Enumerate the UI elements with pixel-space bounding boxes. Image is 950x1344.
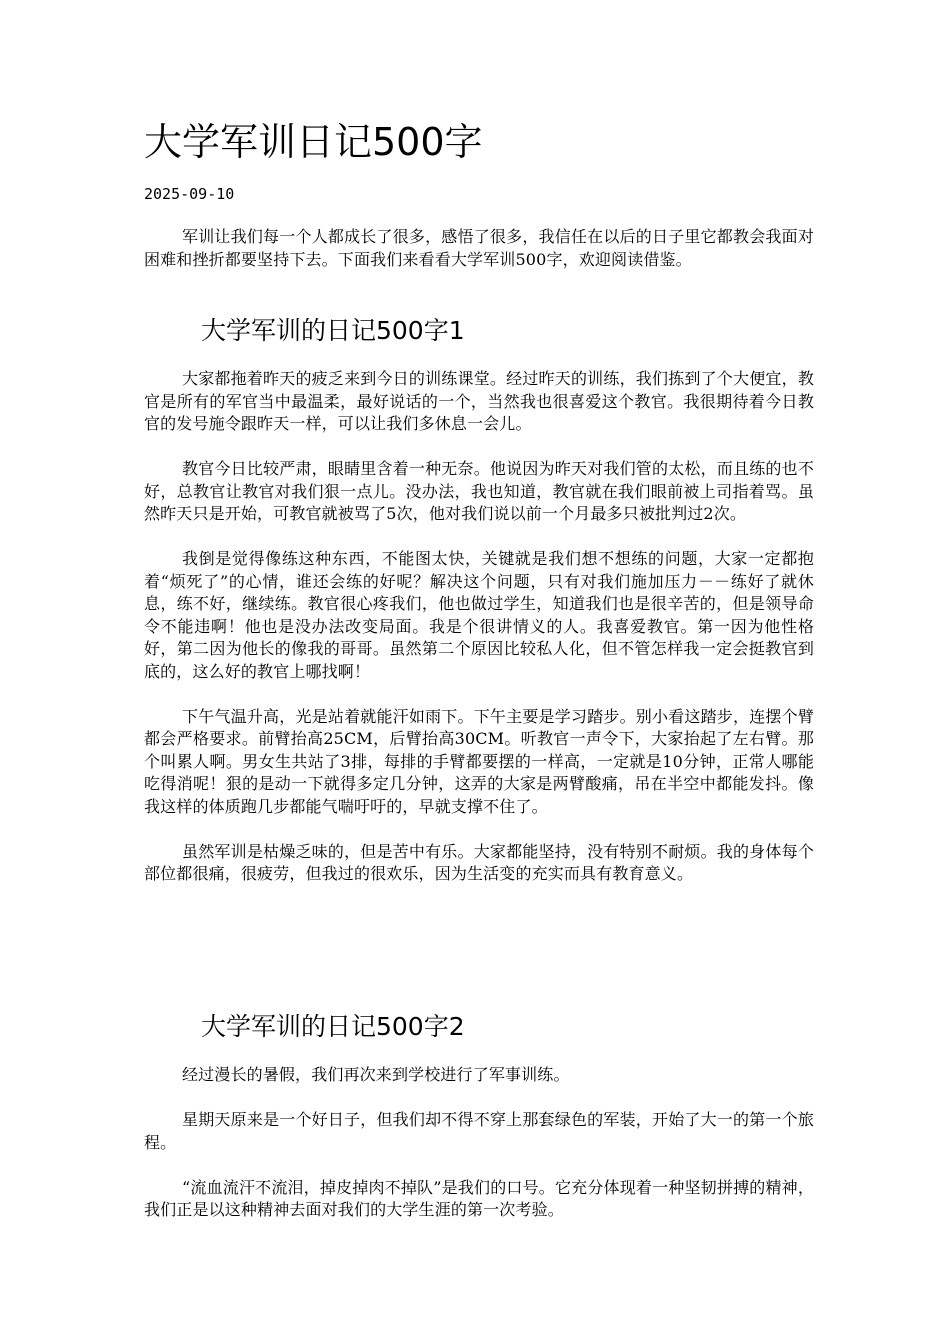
paragraph: 教官今日比较严肃，眼睛里含着一种无奈。他说因为昨天对我们管的太松，而且练的也不好，总教官让教官对我们狠一点儿。没办法，我也知道，教官就在我们眼前被上司指着骂。虽然昨天只是开始，可教官就被骂了5次，他对我们说以前一个月最多只被批判过2次。 [144, 459, 814, 523]
section-heading: 大学军训的日记500字2 [201, 1012, 465, 1041]
paragraph: “流血流汗不流泪，掉皮掉肉不掉队”是我们的口号。它充分体现着一种坚韧拼搏的精神，我们正是以这种精神去面对我们的大学生涯的第一次考验。 [144, 1177, 814, 1219]
section-2 [144, 1010, 814, 1244]
paragraph: 经过漫长的暑假，我们再次来到学校进行了军事训练。 [182, 1065, 570, 1084]
paragraph: 虽然军训是枯燥乏味的，但是苦中有乐。大家都能坚持，没有特别不耐烦。我的身体每个部位都很痛，很疲劳，但我过的很欢乐，因为生活变的充实而具有教育意义。 [144, 841, 814, 883]
document-title: 大学军训日记500字 [144, 120, 483, 164]
section-heading: 大学军训的日记500字1 [201, 316, 465, 345]
paragraph: 我倒是觉得像练这种东西，不能图太快，关键就是我们想不想练的问题，大家一定都抱着“烦死了”的心情，谁还会练的好呢？解决这个问题，只有对我们施加压力－－练好了就休息，练不好，继续练。教官很心疼我们，他也做过学生，知道我们也是很辛苦的，但是领导命令不能违啊！他也是没办法改变局面。我是个很讲情义的人。我喜爱教官。第一因为他性格好，第二因为他长的像我的哥哥。虽然第二个原因比较私人化，但不管怎样我一定会挺教官到底的，这么好的教官上哪找啊！ [144, 549, 814, 681]
intro-paragraph: 军训让我们每一个人都成长了很多，感悟了很多，我信任在以后的日子里它都教会我面对困难和挫折都要坚持下去。下面我们来看看大学军训500字，欢迎阅读借鉴。 [144, 227, 814, 269]
paragraph: 下午气温升高，光是站着就能汗如雨下。下午主要是学习踏步。别小看这踏步，连摆个臂都会严格要求。前臂抬高25CM，后臂抬高30CM。听教官一声令下，大家抬起了左右臂。那个叫累人啊。男女生共站了3排，每排的手臂都要摆的一样高，一定就是10分钟，正常人哪能吃得消呢！狠的是动一下就得多定几分钟，这弄的大家是两臂酸痛，吊在半空中都能发抖。像我这样的体质跑几步都能气喘吁吁的，早就支撑不住了。 [144, 706, 814, 816]
paragraph: 大家都拖着昨天的疲乏来到今日的训练课堂。经过昨天的训练，我们拣到了个大便宜，教官是所有的军官当中最温柔，最好说话的一个，当然我也很喜爱这个教官。我很期待着今日教官的发号施令跟昨天一样，可以让我们多休息一会儿。 [144, 369, 814, 433]
document-date: 2025-09-10 [144, 185, 235, 203]
paragraph: 星期天原来是一个好日子，但我们却不得不穿上那套绿色的军装，开始了大一的第一个旅程。 [144, 1110, 814, 1152]
intro-block [144, 226, 814, 271]
section-1 [144, 314, 814, 908]
